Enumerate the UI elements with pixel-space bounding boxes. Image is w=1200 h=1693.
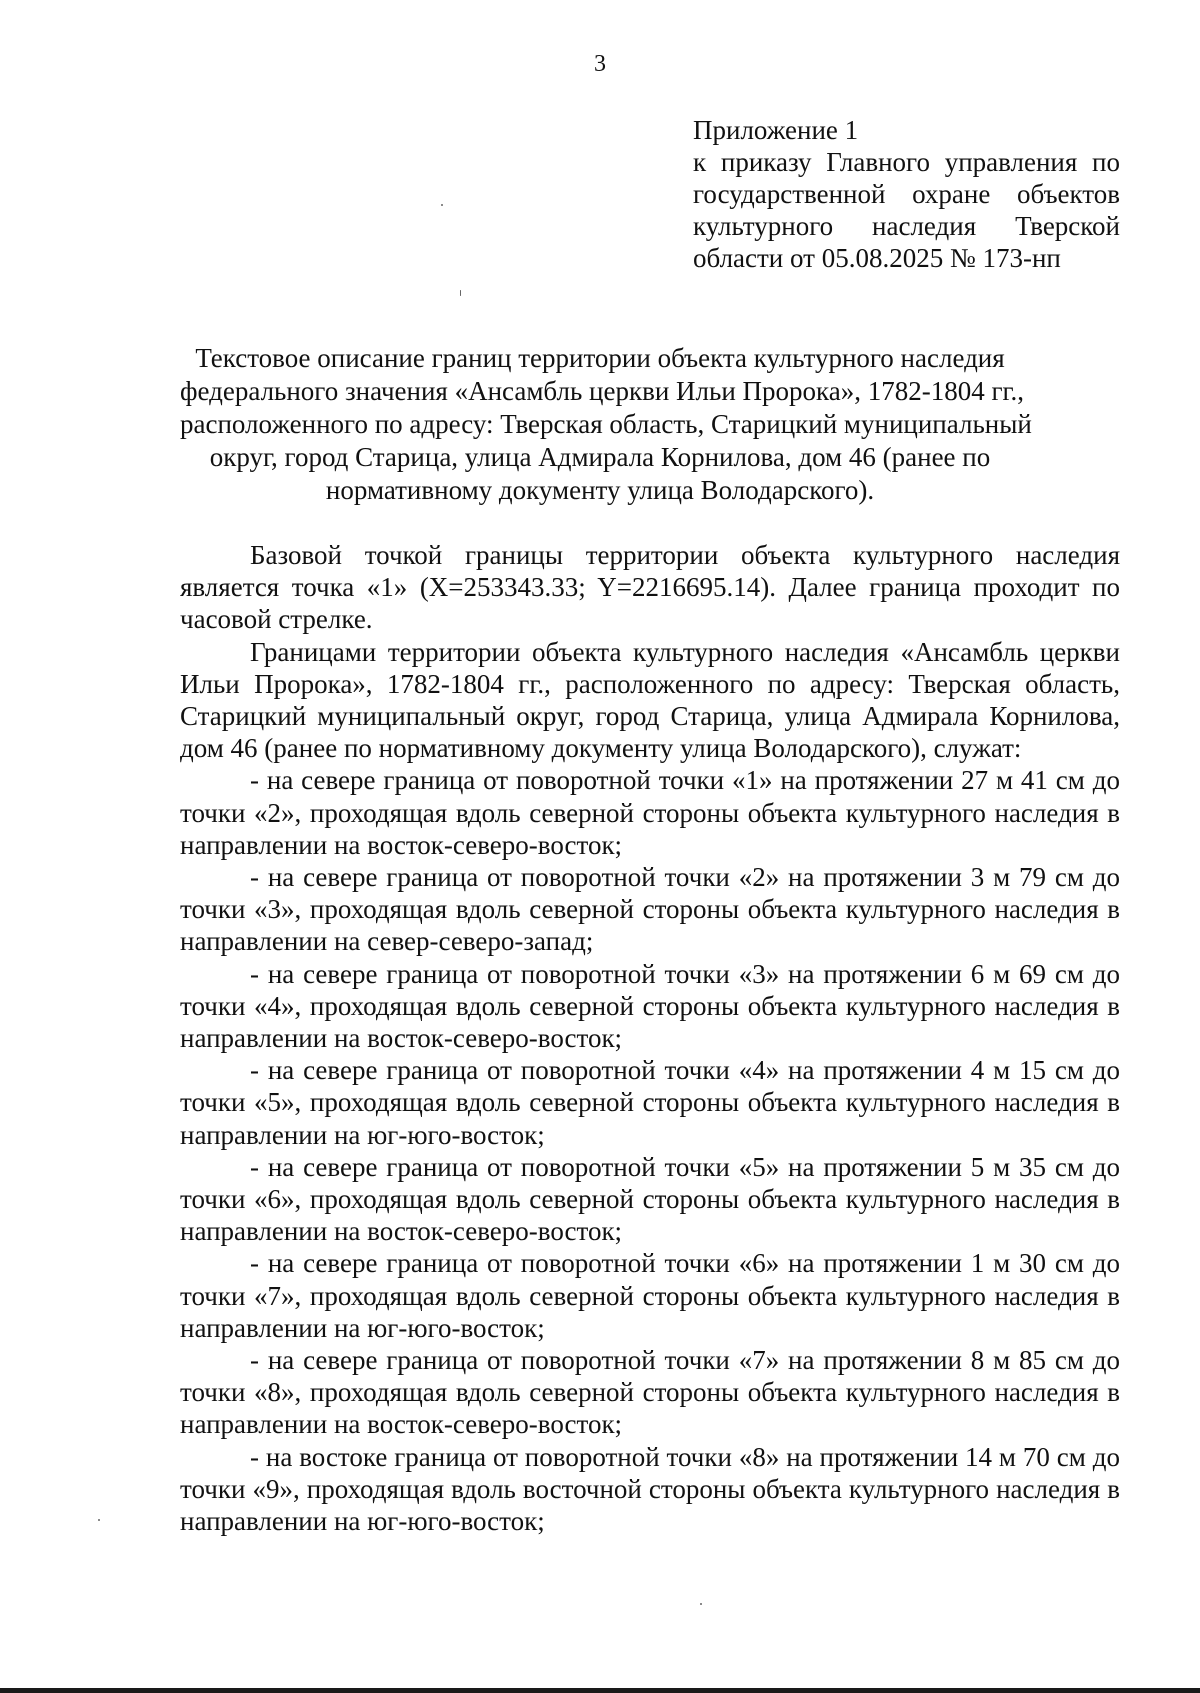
title-line: нормативному документу улица Володарского). — [325, 475, 875, 505]
appendix-line: государственной охране объектов — [693, 179, 1120, 209]
scan-speck — [98, 1519, 100, 1521]
document-body — [180, 539, 1120, 1537]
boundary-item: - на севере граница от поворотной точки «3» на протяжении 6 м 69 см до точки «4», проходящая вдоль северной стороны объекта культурного наследия в направлении на восток-северо-восток; — [180, 958, 1120, 1054]
boundary-item: - на севере граница от поворотной точки «5» на протяжении 5 м 35 см до точки «6», проходящая вдоль северной стороны объекта культурного наследия в направлении на восток-северо-восток; — [180, 1151, 1120, 1247]
base-point-paragraph: Базовой точкой границы территории объекта культурного наследия является точка «1» (X=253343.33; Y=2216695.14). Далее граница проходит по часовой стрелке. — [180, 540, 1120, 635]
boundaries-intro-paragraph: Границами территории объекта культурного наследия «Ансамбль церкви Ильи Пророка», 1782-1804 гг., расположенного по адресу: Тверская область, Старицкий муниципальный округ, город Старица, улица Адмирала Корнилова, дом 46 (ранее по нормативному документу улица Володарского), служат: — [180, 636, 1120, 764]
page-number: 3 — [594, 51, 606, 77]
boundary-item: - на севере граница от поворотной точки «1» на протяжении 27 м 41 см до точки «2», проходящая вдоль северной стороны объекта культурного наследия в направлении на восток-северо-восток; — [180, 765, 1120, 860]
scan-speck — [441, 204, 443, 206]
scan-speck — [460, 290, 461, 296]
boundary-item: - на востоке граница от поворотной точки «8» на протяжении 14 м 70 см до точки «9», проходящая вдоль восточной стороны объекта культурного наследия в направлении на юг-юго-восток; — [180, 1441, 1120, 1537]
title-line: округ, город Старица, улица Адмирала Корнилова, дом 46 (ранее по — [209, 442, 991, 472]
boundary-item: - на севере граница от поворотной точки «4» на протяжении 4 м 15 см до точки «5», проходящая вдоль северной стороны объекта культурного наследия в направлении на юг-юго-восток; — [180, 1055, 1120, 1150]
appendix-line: культурного наследия Тверской — [693, 211, 1120, 241]
title-line: Текстовое описание границ территории объекта культурного наследия — [195, 343, 1005, 373]
title-line: федерального значения «Ансамбль церкви Ильи Пророка», 1782-1804 гг., — [180, 376, 1025, 406]
scan-bottom-edge — [0, 1688, 1200, 1693]
boundary-item: - на севере граница от поворотной точки «7» на протяжении 8 м 85 см до точки «8», проходящая вдоль северной стороны объекта культурного наследия в направлении на восток-северо-восток; — [180, 1345, 1120, 1440]
boundary-item: - на севере граница от поворотной точки «6» на протяжении 1 м 30 см до точки «7», проходящая вдоль северной стороны объекта культурного наследия в направлении на юг-юго-восток; — [180, 1248, 1120, 1343]
appendix-line: к приказу Главного управления по — [693, 147, 1120, 177]
title-line: расположенного по адресу: Тверская область, Старицкий муниципальный — [180, 409, 1032, 439]
scan-speck — [700, 1603, 702, 1605]
document-title — [180, 342, 1032, 507]
appendix-line: области от 05.08.2025 № 173-нп — [693, 243, 1061, 273]
boundary-item: - на севере граница от поворотной точки «2» на протяжении 3 м 79 см до точки «3», проходящая вдоль северной стороны объекта культурного наследия в направлении на север-северо-запад; — [180, 862, 1120, 957]
appendix-header — [693, 114, 1120, 274]
appendix-title: Приложение 1 — [693, 115, 859, 145]
